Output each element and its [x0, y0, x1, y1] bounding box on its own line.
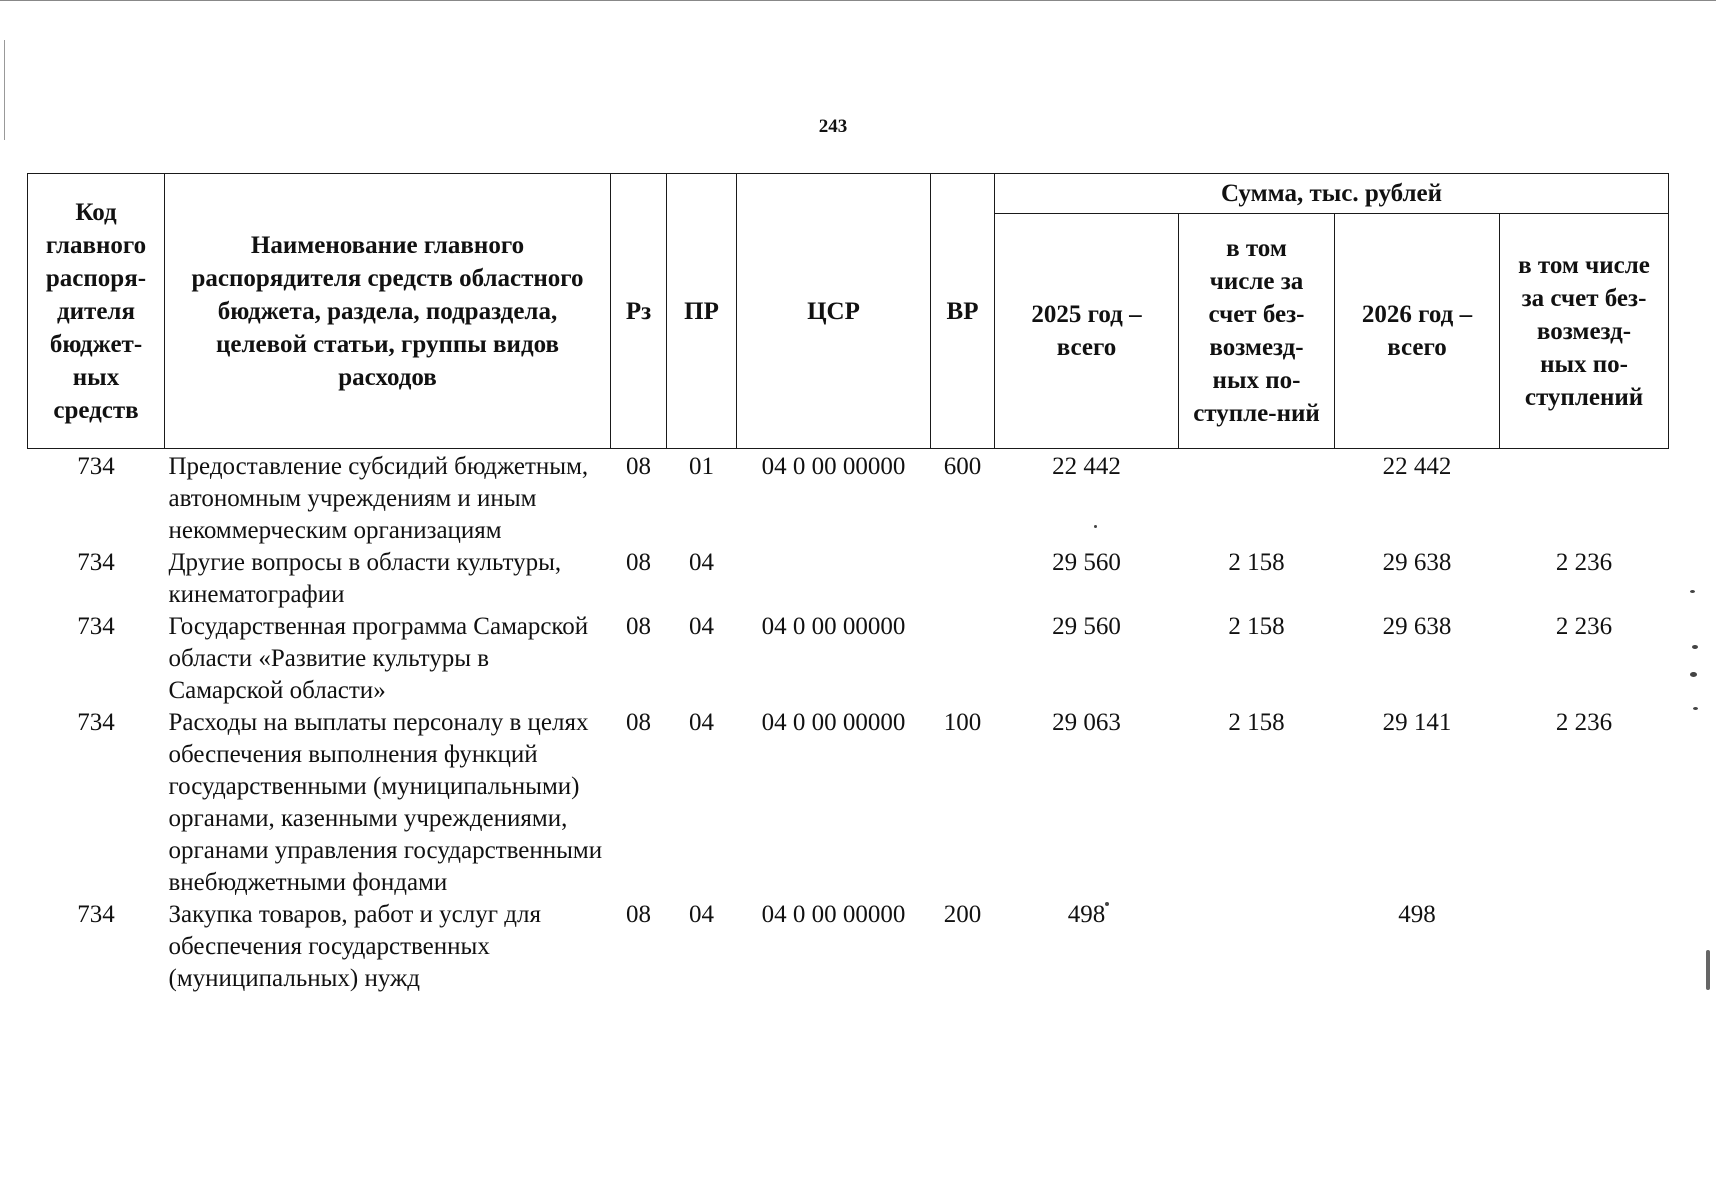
cell-vr: [931, 547, 995, 611]
cell-rz: 08: [626, 709, 651, 736]
table-row: [28, 707, 1669, 899]
cell-2026-total: 22 442: [1382, 453, 1452, 480]
cell-vr: [931, 611, 995, 707]
cell-name: Расходы на выплаты персоналу в целях обеспечения выполнения функций государственными (муниципальными) органами, казенными учреждениями, органами управления государственными внебюджетными фондами: [168, 709, 603, 896]
cell-name: Государственная программа Самарской области «Развитие культуры в Самарской области»: [168, 613, 589, 704]
table-header: [28, 174, 1669, 449]
header-2025-total: 2025 год – всего: [995, 214, 1179, 449]
cell-2026-total: 498: [1398, 901, 1436, 928]
cell-csr: 04 0 00 00000: [761, 901, 906, 928]
cell-csr: 04 0 00 00000: [761, 453, 906, 480]
header-vr: ВР: [931, 174, 995, 449]
cell-2026-free: [1500, 899, 1669, 995]
scan-speck: [1105, 902, 1109, 906]
scan-speck: [1094, 525, 1097, 528]
cell-rz: 08: [626, 613, 651, 640]
scan-speck: [1690, 672, 1697, 677]
header-sum-group: Сумма, тыс. рублей: [995, 174, 1669, 214]
cell-2026-free: 2 236: [1555, 613, 1613, 640]
cell-code: 734: [77, 453, 115, 480]
header-code: Код главного распоря-дителя бюджет-ных средств: [28, 174, 165, 449]
cell-code: 734: [77, 549, 115, 576]
cell-pr: 04: [689, 613, 714, 640]
cell-rz: 08: [626, 453, 651, 480]
cell-2026-free: 2 236: [1555, 549, 1613, 576]
cell-2026-total: 29 638: [1382, 549, 1452, 576]
cell-rz: 08: [626, 549, 651, 576]
cell-code: 734: [77, 901, 115, 928]
cell-rz: 08: [626, 901, 651, 928]
scan-speck: [1692, 645, 1698, 649]
cell-2026-free: [1500, 449, 1669, 548]
cell-code: 734: [77, 709, 115, 736]
cell-2026-total: 29 141: [1382, 709, 1452, 736]
cell-2025-free: [1179, 449, 1335, 548]
cell-csr: 04 0 00 00000: [761, 613, 906, 640]
scan-speck: [1690, 590, 1695, 593]
cell-pr: 04: [689, 901, 714, 928]
cell-code: 734: [77, 613, 115, 640]
header-name: Наименование главного распорядителя средств областного бюджета, раздела, подраздела, целевой статьи, группы видов расходов: [165, 174, 611, 449]
table-row: [28, 899, 1669, 995]
table-row: [28, 449, 1669, 548]
cell-vr: 100: [943, 709, 982, 736]
cell-2025-free: 2 158: [1228, 549, 1285, 576]
cell-2025-free: 2 158: [1228, 613, 1285, 640]
cell-vr: 600: [943, 453, 982, 480]
header-2026-total: 2026 год – всего: [1335, 214, 1500, 449]
cell-2025-total: 22 442: [1052, 453, 1121, 480]
cell-csr: 04 0 00 00000: [761, 709, 906, 736]
header-2026-free: в том числе за счет без-возмезд-ных по-ступлений: [1500, 214, 1669, 449]
header-pr: ПР: [667, 174, 737, 449]
cell-2026-total: 29 638: [1382, 613, 1452, 640]
scan-speck: [1706, 950, 1710, 990]
budget-table: [27, 173, 1669, 995]
cell-2025-free: [1179, 899, 1335, 995]
table-row: [28, 611, 1669, 707]
header-2025-free: в том числе за счет без-возмезд-ных по-ступле-ний: [1179, 214, 1335, 449]
cell-name: Другие вопросы в области культуры, кинематографии: [168, 549, 562, 608]
cell-2025-total: 29 063: [1052, 709, 1121, 736]
table-row: [28, 547, 1669, 611]
scan-top-border: [0, 0, 1716, 1]
cell-pr: 01: [689, 453, 714, 480]
cell-2025-free: 2 158: [1228, 709, 1285, 736]
cell-csr: [737, 547, 931, 611]
table-body: [28, 449, 1669, 996]
cell-pr: 04: [689, 549, 714, 576]
header-csr: ЦСР: [737, 174, 931, 449]
cell-2025-total: 29 560: [1052, 613, 1121, 640]
cell-name: Предоставление субсидий бюджетным, автономным учреждениям и иным некоммерческим организациям: [168, 453, 589, 544]
cell-2025-total: 29 560: [1052, 549, 1121, 576]
cell-pr: 04: [689, 709, 714, 736]
cell-2026-free: 2 236: [1555, 709, 1613, 736]
cell-2025-total: 498: [1067, 901, 1106, 928]
scan-speck: [1693, 707, 1698, 710]
cell-name: Закупка товаров, работ и услуг для обеспечения государственных (муниципальных) нужд: [168, 901, 541, 992]
page-number: 243: [818, 116, 848, 137]
header-rz: Рз: [611, 174, 667, 449]
cell-vr: 200: [943, 901, 982, 928]
